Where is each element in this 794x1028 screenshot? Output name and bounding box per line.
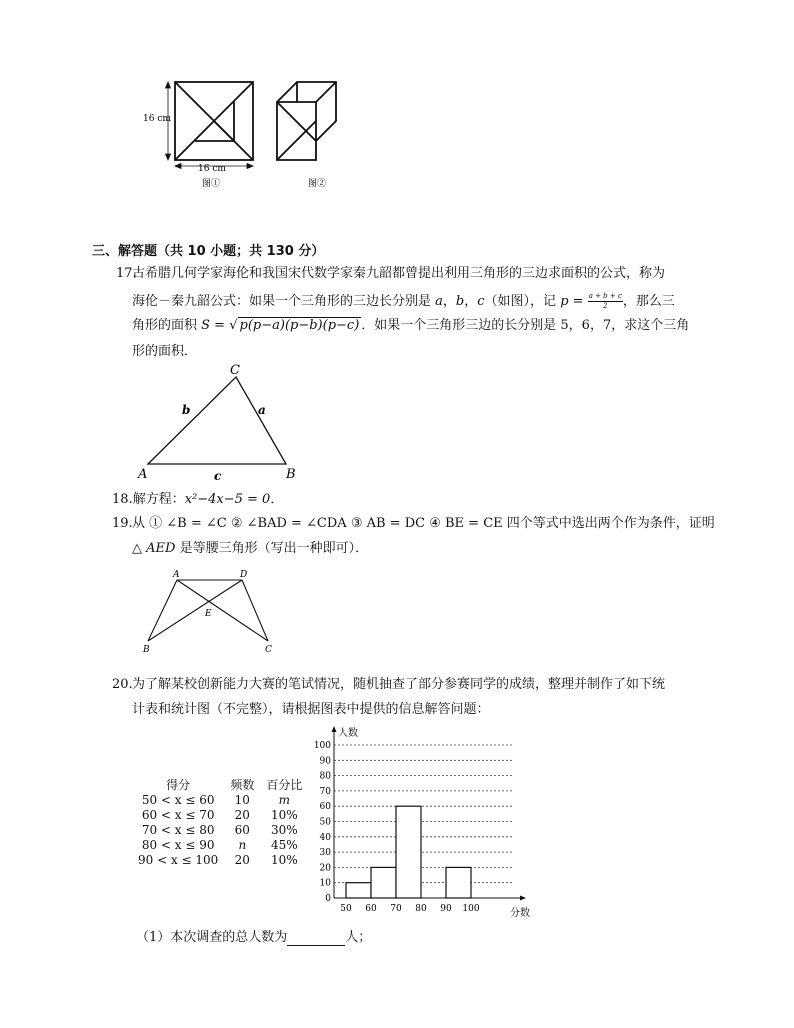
table-row: [132, 838, 308, 853]
y-tick-label: 30: [319, 848, 331, 859]
table-cell: 50 < x ≤ 60: [141, 793, 215, 807]
q17-line3-a: 角形的面积: [132, 318, 202, 333]
histogram-bar: [346, 883, 371, 898]
figure-2-shape: [277, 82, 336, 160]
table-header: 得分: [166, 778, 191, 792]
frequency-table: [132, 778, 308, 868]
table-cell: 20: [234, 853, 250, 867]
q18-prefix: 解方程：: [132, 492, 185, 507]
x-tick-label: 80: [415, 904, 427, 914]
q19-line2: [132, 541, 368, 557]
var-c: c: [477, 294, 485, 309]
y-axis-arrow: [332, 726, 337, 732]
figure-1-side-label: 16 cm: [143, 114, 171, 124]
y-tick-label: 80: [319, 771, 331, 782]
section-title: 三、解答题（共 10 小题；共 130 分）: [92, 244, 325, 259]
q19-figure: [140, 566, 280, 661]
q20-sub1-suffix: 人；: [345, 930, 372, 945]
x-axis-arrow: [520, 896, 526, 901]
var-b: b: [455, 294, 465, 309]
var-a: a: [435, 294, 443, 309]
side-a-label: a: [258, 403, 266, 417]
q17-line2-a: 海伦－秦九韶公式：如果一个三角形的三边长分别是: [132, 294, 436, 309]
table-row: [132, 823, 308, 838]
q18-line: [112, 492, 283, 508]
q20-sub1-prefix: （1）本次调查的总人数为: [136, 930, 288, 945]
y-tick-label: 50: [319, 817, 331, 828]
heron-radicand: p(p−a)(p−b)(p−c): [239, 318, 360, 333]
y-tick-label: 60: [319, 802, 331, 813]
point-d-label: D: [240, 570, 248, 580]
fraction-numerator: a + b + c: [588, 292, 622, 300]
fraction-denominator: 2: [603, 302, 608, 310]
table-cell: m: [278, 793, 291, 807]
x-tick-label: 60: [365, 904, 377, 914]
table-cell: 70 < x ≤ 80: [141, 823, 215, 837]
triangle-symbol: △: [132, 541, 142, 556]
table-cell: 30%: [271, 823, 298, 837]
q19-line1: 从 ① ∠B = ∠C ② ∠BAD = ∠CDA ③ AB = DC ④ BE = CE 四个等式中选出两个作为条件，证明: [132, 516, 715, 531]
y-tick-label: 70: [319, 786, 331, 797]
q20-line2: 计表和统计图（不完整），请根据图表中提供的信息解答问题：: [132, 702, 490, 717]
table-cell: 45%: [271, 838, 298, 852]
side-b-label: b: [182, 403, 191, 417]
y-axis-label: 人数: [338, 728, 358, 739]
vertex-b-label: B: [286, 467, 296, 482]
point-c-label: C: [265, 645, 272, 655]
q17-line2: [132, 292, 675, 311]
y-tick-label: 10: [319, 878, 331, 889]
table-header: 百分比: [266, 778, 303, 792]
q17-line3: [132, 318, 689, 334]
table-cell: n: [238, 838, 247, 852]
q17-line1: 古希腊几何学家海伦和我国宋代数学家秦九韶都曾提出利用三角形的三边求面积的公式，称为: [132, 266, 666, 281]
side-c-label: c: [214, 469, 222, 483]
answer-blank[interactable]: [287, 933, 345, 946]
histogram-bar: [446, 867, 471, 898]
point-a-label: A: [173, 570, 180, 580]
histogram-bar: [396, 806, 421, 898]
q17-line2-b: （如图），记: [484, 294, 561, 309]
y-tick-label: 20: [319, 863, 331, 874]
figure-1-bottom-label: 16 cm: [198, 164, 226, 174]
q17-triangle-figure: [136, 360, 306, 485]
table-cell: 90 < x ≤ 100: [138, 853, 219, 867]
table-header: 频数: [230, 778, 255, 792]
q19-triangle-name: AED: [146, 541, 176, 556]
q17-line3-b: ．如果一个三角形三边的长分别是 5，6，7，求这个三角: [361, 318, 690, 333]
table-cell: 20: [234, 808, 250, 822]
figure-1-caption: 图①: [202, 179, 221, 189]
x-axis-label: 分数: [510, 908, 530, 919]
score-histogram: [300, 722, 530, 920]
vertex-a-label: A: [138, 467, 148, 482]
y-tick-label: 40: [319, 832, 331, 843]
q20-sub1: [136, 930, 371, 946]
vertex-c-label: C: [230, 363, 240, 378]
table-row: [132, 793, 308, 808]
y-tick-label: 90: [319, 756, 331, 767]
sqrt-sign: √: [229, 318, 238, 333]
q17-line2-c: ，那么三: [622, 294, 675, 309]
q17-sep1: ，: [442, 294, 456, 309]
q19-line2-rest: 是等腰三角形（写出一种即可）．: [175, 541, 369, 556]
q17-line4: 形的面积．: [132, 344, 198, 359]
figure-2-caption: 图②: [308, 179, 327, 189]
q17-number: 17.: [116, 266, 137, 281]
q18-suffix: ．: [270, 492, 284, 507]
segment-ac: [177, 580, 268, 641]
q20-number: 20.: [112, 677, 133, 692]
table-cell: 10%: [271, 853, 298, 867]
q17-sep2: ，: [464, 294, 478, 309]
q19-number: 19.: [112, 516, 133, 531]
point-e-label: E: [205, 609, 212, 619]
table-header-row: [132, 778, 308, 793]
figure-1-square: [175, 82, 253, 160]
table-cell: 10%: [271, 808, 298, 822]
triangle-abc: [148, 377, 286, 464]
x-tick-label: 50: [340, 904, 352, 914]
q20-line1: 为了解某校创新能力大赛的笔试情况，随机抽查了部分参赛同学的成绩，整理并制作了如下统: [132, 677, 666, 692]
table-row: [132, 808, 308, 823]
q18-equation: x²−4x−5 = 0: [184, 492, 271, 507]
x-tick-label: 100: [462, 904, 480, 914]
table-cell: 60: [234, 823, 250, 837]
table-cell: 10: [234, 793, 250, 807]
point-b-label: B: [143, 645, 150, 655]
table-cell: 60 < x ≤ 70: [141, 808, 215, 822]
tangram-figures: [140, 76, 370, 196]
p-fraction: [588, 292, 623, 311]
x-tick-label: 90: [440, 904, 452, 914]
s-equals: S =: [201, 318, 226, 333]
x-tick-label: 70: [390, 904, 402, 914]
p-equals: p =: [560, 294, 584, 309]
y-tick-label: 100: [313, 741, 331, 751]
table-row: [132, 853, 308, 868]
y-tick-label: 0: [325, 894, 331, 904]
table-cell: 80 < x ≤ 90: [141, 838, 215, 852]
q18-number: 18.: [112, 492, 133, 507]
histogram-bar: [371, 867, 396, 898]
